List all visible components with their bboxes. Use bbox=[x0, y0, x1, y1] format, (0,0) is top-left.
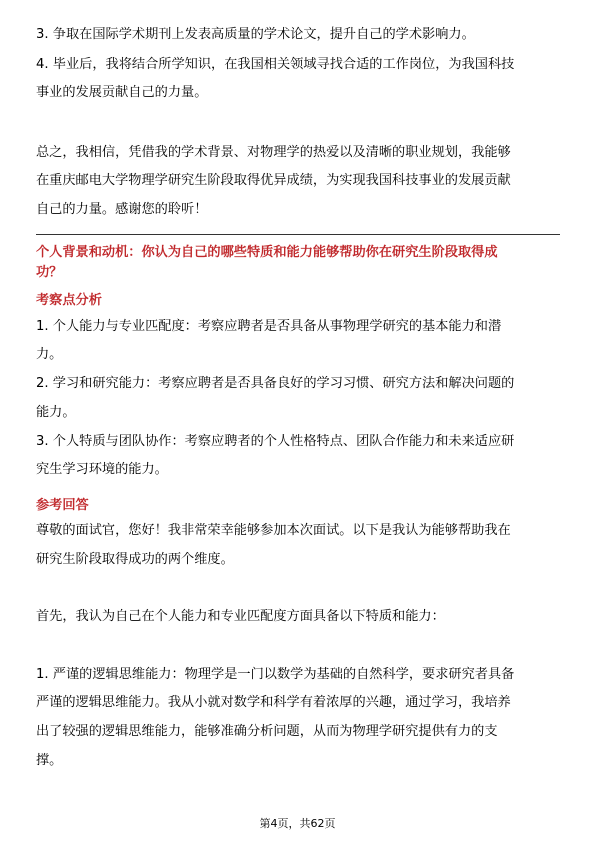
summary-line-3: 自己的力量。感谢您的聆听！ bbox=[36, 202, 208, 217]
answer-para-1-line-2: 研究生阶段取得成功的两个维度。 bbox=[36, 552, 234, 567]
summary-line-2: 在重庆邮电大学物理学研究生阶段取得优异成绩，为实现我国科技事业的发展贡献 bbox=[36, 173, 511, 188]
summary-line-1: 总之，我相信，凭借我的学术背景、对物理学的热爱以及清晰的职业规划，我能够 bbox=[36, 145, 511, 160]
analysis-item-2-line-2: 能力。 bbox=[36, 405, 76, 420]
question-title-line-1: 个人背景和动机：你认为自己的哪些特质和能力能够帮助你在研究生阶段取得成 bbox=[36, 245, 498, 260]
plan-item-3: 3. 争取在国际学术期刊上发表高质量的学术论文，提升自己的学术影响力。 bbox=[36, 27, 475, 42]
answer-para-3-line-4: 撑。 bbox=[36, 753, 63, 768]
question-title-line-2: 功？ bbox=[36, 265, 63, 280]
plan-item-4-line-2: 事业的发展贡献自己的力量。 bbox=[36, 85, 208, 100]
analysis-item-1-line-1: 1. 个人能力与专业匹配度：考察应聘者是否具备从事物理学研究的基本能力和潜 bbox=[36, 319, 502, 334]
answer-para-3-line-2: 严谨的逻辑思维能力。我从小就对数学和科学有着浓厚的兴趣，通过学习，我培养 bbox=[36, 695, 511, 710]
answer-para-3-line-1: 1. 严谨的逻辑思维能力：物理学是一门以数学为基础的自然科学，要求研究者具备 bbox=[36, 667, 515, 682]
answer-para-1-line-1: 尊敬的面试官，您好！我非常荣幸能够参加本次面试。以下是我认为能够帮助我在 bbox=[36, 523, 511, 538]
page-number: 第4页，共62页 bbox=[259, 817, 336, 830]
plan-item-4-line-1: 4. 毕业后，我将结合所学知识，在我国相关领域寻找合适的工作岗位，为我国科技 bbox=[36, 57, 515, 72]
answer-para-3-line-3: 出了较强的逻辑思维能力，能够准确分析问题，从而为物理学研究提供有力的支 bbox=[36, 724, 498, 739]
analysis-item-3-line-2: 究生学习环境的能力。 bbox=[36, 462, 168, 477]
analysis-item-1-line-2: 力。 bbox=[36, 347, 63, 362]
analysis-heading: 考察点分析 bbox=[36, 293, 102, 308]
analysis-item-3-line-1: 3. 个人特质与团队协作：考察应聘者的个人性格特点、团队合作能力和未来适应研 bbox=[36, 434, 515, 449]
analysis-item-2-line-1: 2. 学习和研究能力：考察应聘者是否具备良好的学习习惯、研究方法和解决问题的 bbox=[36, 376, 515, 391]
answer-para-2: 首先，我认为自己在个人能力和专业匹配度方面具备以下特质和能力： bbox=[36, 609, 445, 624]
section-divider bbox=[36, 234, 560, 235]
answer-heading: 参考回答 bbox=[36, 498, 89, 513]
